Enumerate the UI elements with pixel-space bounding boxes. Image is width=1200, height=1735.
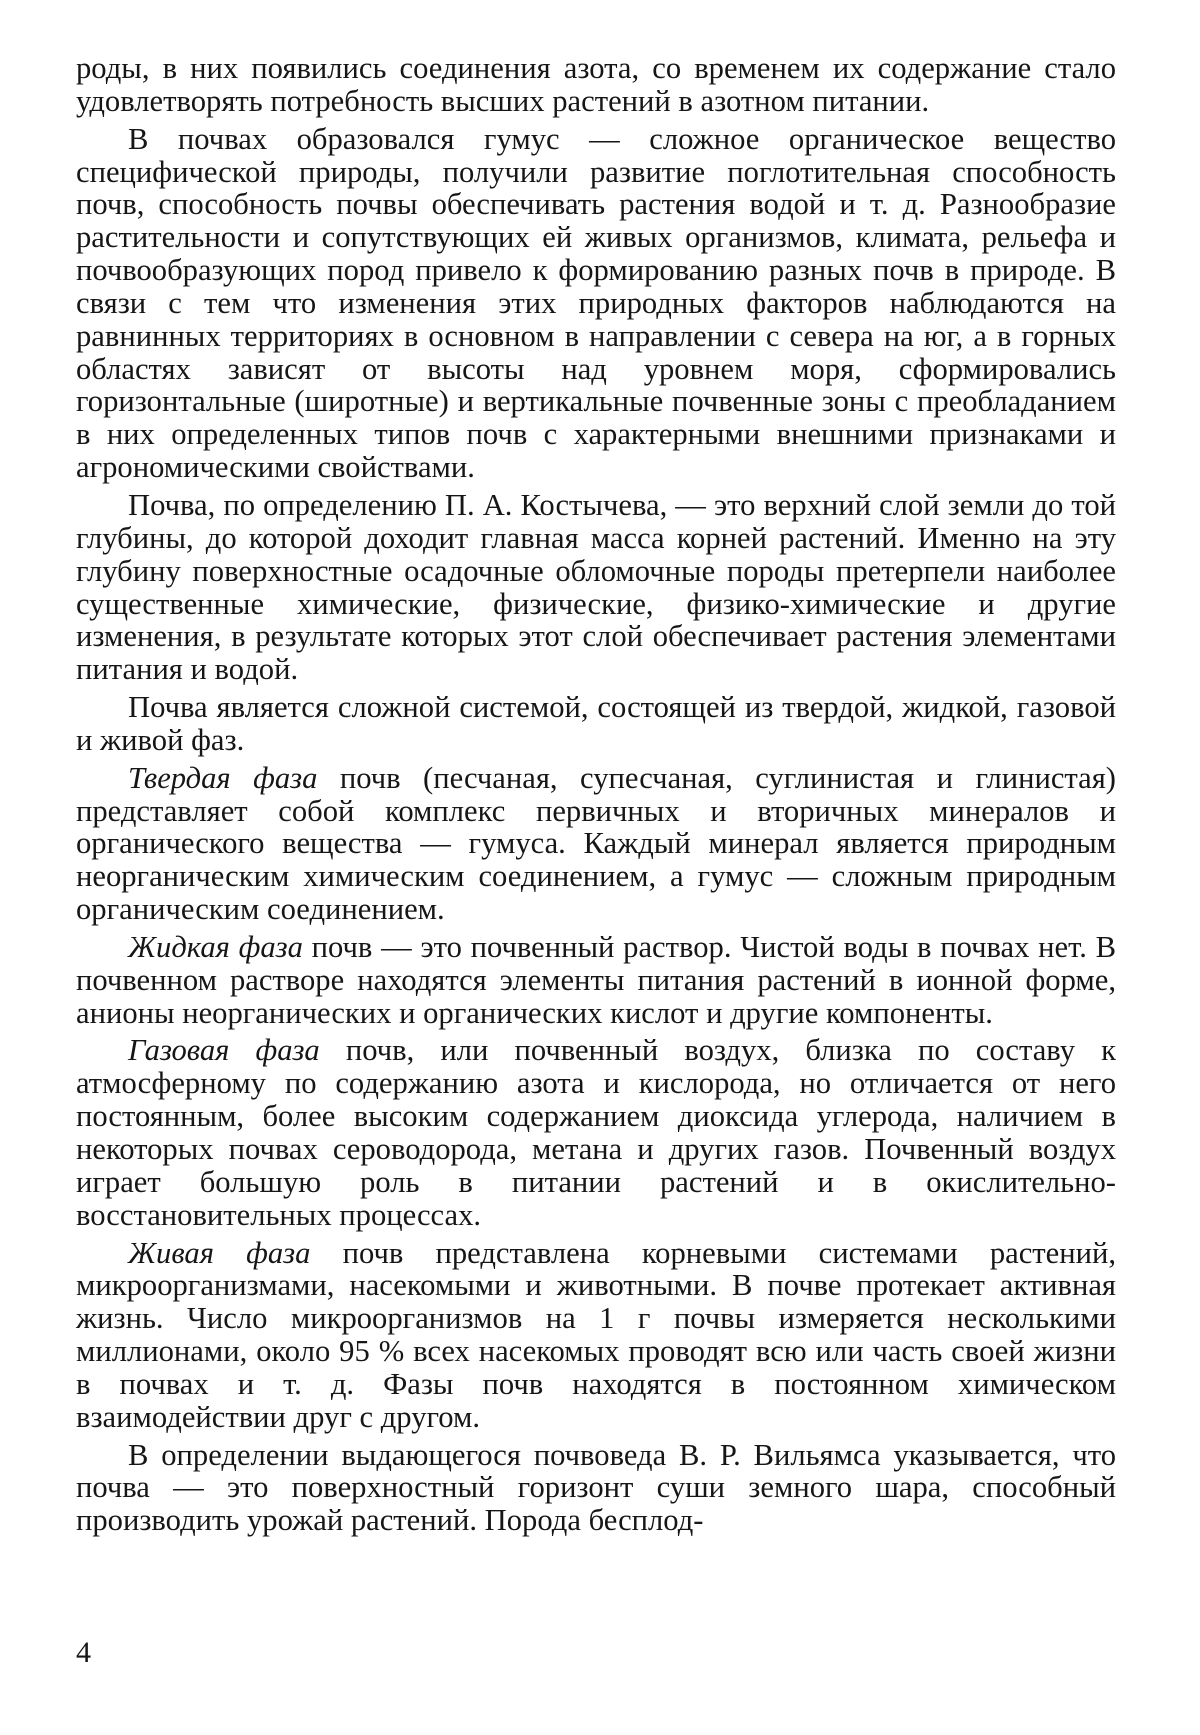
paragraph-1-text: роды, в них появились соединения азота, со временем их содержание стало удовлетворять потребность высших растений в азотном питании. bbox=[76, 51, 1116, 118]
paragraph-3 bbox=[76, 489, 1116, 686]
paragraph-williams-text: В определении выдающегося почвоведа В. Р. Вильямса указывается, что почва — это поверхностный горизонт суши земного шара, способный производить урожай растений. Порода бесплод- bbox=[76, 1437, 1116, 1538]
paragraph-solid-phase bbox=[76, 762, 1116, 926]
term-liquid-phase: Жидкая фаза bbox=[128, 929, 303, 964]
paragraph-solid-phase-text: почв (песчаная, супесчаная, суглинистая и глинистая) представляет собой комплекс первичных и вторичных минералов и органического вещества — гумуса. Каждый минерал является природным неорганическим химическим соединением, а гумус — сложным природным органическим соединением. bbox=[76, 760, 1116, 927]
page-text bbox=[76, 52, 1116, 1537]
page-number: 4 bbox=[76, 1636, 91, 1669]
term-living-phase: Живая фаза bbox=[128, 1235, 311, 1270]
term-solid-phase: Твердая фаза bbox=[128, 760, 318, 795]
paragraph-gas-phase bbox=[76, 1034, 1116, 1231]
paragraph-4 bbox=[76, 691, 1116, 757]
paragraph-2-text: В почвах образовался гумус — сложное органическое вещество специфической природы, получили развитие поглотительная способность почв, способность почвы обеспечивать растения водой и т. д. Разнообразие растительности и сопутствующих ей живых организмов, климата, рельефа и почвообразующих пород привело к формированию разных почв в природе. В связи с тем что изменения этих природных факторов наблюдаются на равнинных территориях в основном в направлении с севера на юг, а в горных областях зависят от высоты над уровнем моря, сформировались горизонтальные (широтные) и вертикальные почвенные зоны с преобладанием в них определенных типов почв с характерными внешними признаками и агрономическими свойствами. bbox=[76, 121, 1116, 485]
paragraph-gas-phase-text: почв, или почвенный воздух, близка по составу к атмосферному по содержанию азота и кислорода, но отличается от него постоянным, более высоким содержанием диоксида углерода, наличием в некоторых почвах сероводорода, метана и других газов. Почвенный воздух играет большую роль в питании растений и в окислительно-восстановительных процессах. bbox=[76, 1033, 1116, 1232]
paragraph-2 bbox=[76, 123, 1116, 484]
paragraph-living-phase bbox=[76, 1237, 1116, 1434]
paragraph-liquid-phase-text: почв — это почвенный раствор. Чистой воды в почвах нет. В почвенном растворе находятся элементы питания растений в ионной форме, анионы неорганических и органических кислот и другие компоненты. bbox=[76, 929, 1117, 1030]
paragraph-1 bbox=[76, 52, 1116, 118]
term-gas-phase: Газовая фаза bbox=[128, 1033, 320, 1068]
paragraph-liquid-phase bbox=[76, 931, 1116, 1030]
paragraph-williams bbox=[76, 1439, 1116, 1538]
paragraph-4-text: Почва является сложной системой, состоящей из твердой, жидкой, газовой и живой фаз. bbox=[76, 690, 1116, 757]
paragraph-living-phase-text: почв представлена корневыми системами растений, микроорганизмами, насекомыми и животными. В почве протекает активная жизнь. Число микроорганизмов на 1 г почвы измеряется несколькими миллионами, около 95 % всех насекомых проводят всю или часть своей жизни в почвах и т. д. Фазы почв находятся в постоянном химическом взаимодействии друг с другом. bbox=[76, 1235, 1116, 1434]
paragraph-3-text: Почва, по определению П. А. Костычева, — это верхний слой земли до той глубины, до которой доходит главная масса корней растений. Именно на эту глубину поверхностные осадочные обломочные породы претерпели наиболее существенные химические, физические, физико-химические и другие изменения, в результате которых этот слой обеспечивает растения элементами питания и водой. bbox=[76, 487, 1116, 687]
